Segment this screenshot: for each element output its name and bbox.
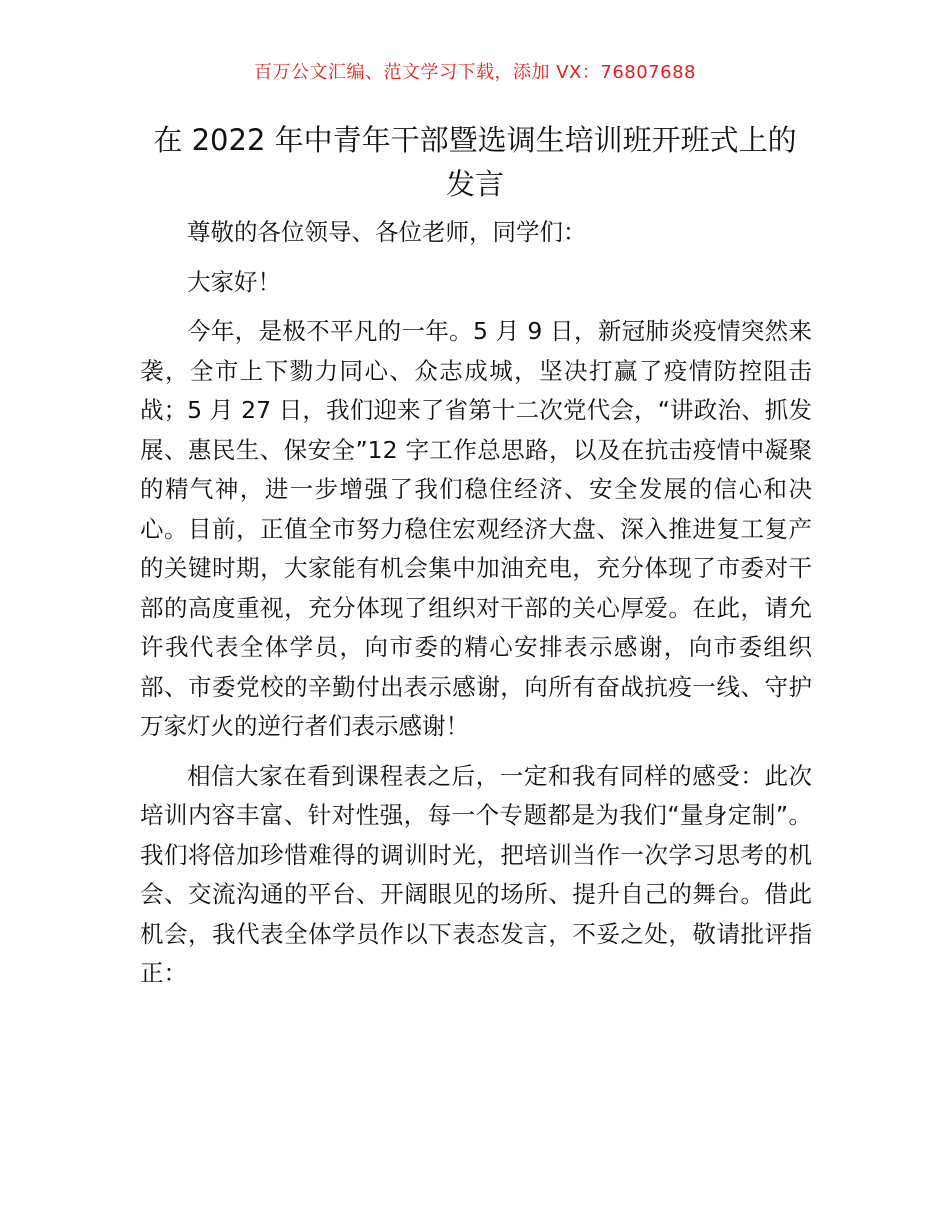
salutation: 尊敬的各位领导、各位老师，同学们： xyxy=(187,218,587,246)
greeting: 大家好！ xyxy=(187,267,281,296)
header-banner: 百万公文汇编、范文学习下载，添加 VX：76807688 xyxy=(254,62,696,83)
body-paragraph: 今年，是极不平凡的一年。5 月 9 日，新冠肺炎疫情突然来袭，全市上下勠力同心、众志成城，坚决打赢了疫情防控阻击战；5 月 27 日，我们迎来了省第十二次党代会，“讲政治、抓发展、惠民生、保安全”12 字工作总思路，以及在抗击疫情中凝聚的精气神，进一步增强了我们稳住经济、安全发展的信心和决心。目前，正值全市努力稳住宏观经济大盘、深入推进复工复产的关键时期，大家能有机会集中加油充电，充分体现了市委对干部的高度重视，充分体现了组织对干部的关心厚爱。在此，请允许我代表全体学员，向市委的精心安排表示感谢，向市委组织部、市委党校的辛勤付出表示感谢，向所有奋战抗疫一线、守护万家灯火的逆行者们表示感谢！ xyxy=(140,317,812,740)
document-body xyxy=(140,213,812,1004)
body-paragraph: 相信大家在看到课程表之后，一定和我有同样的感受：此次培训内容丰富、针对性强，每一个专题都是为我们“量身定制”。我们将倍加珍惜难得的调训时光，把培训当作一次学习思考的机会、交流沟通的平台、开阔眼见的场所、提升自己的舞台。借此机会，我代表全体学员作以下表态发言，不妥之处，敬请批评指正： xyxy=(140,761,812,987)
document-title: 在 2022 年中青年干部暨选调生培训班开班式上的发言 xyxy=(153,123,797,201)
